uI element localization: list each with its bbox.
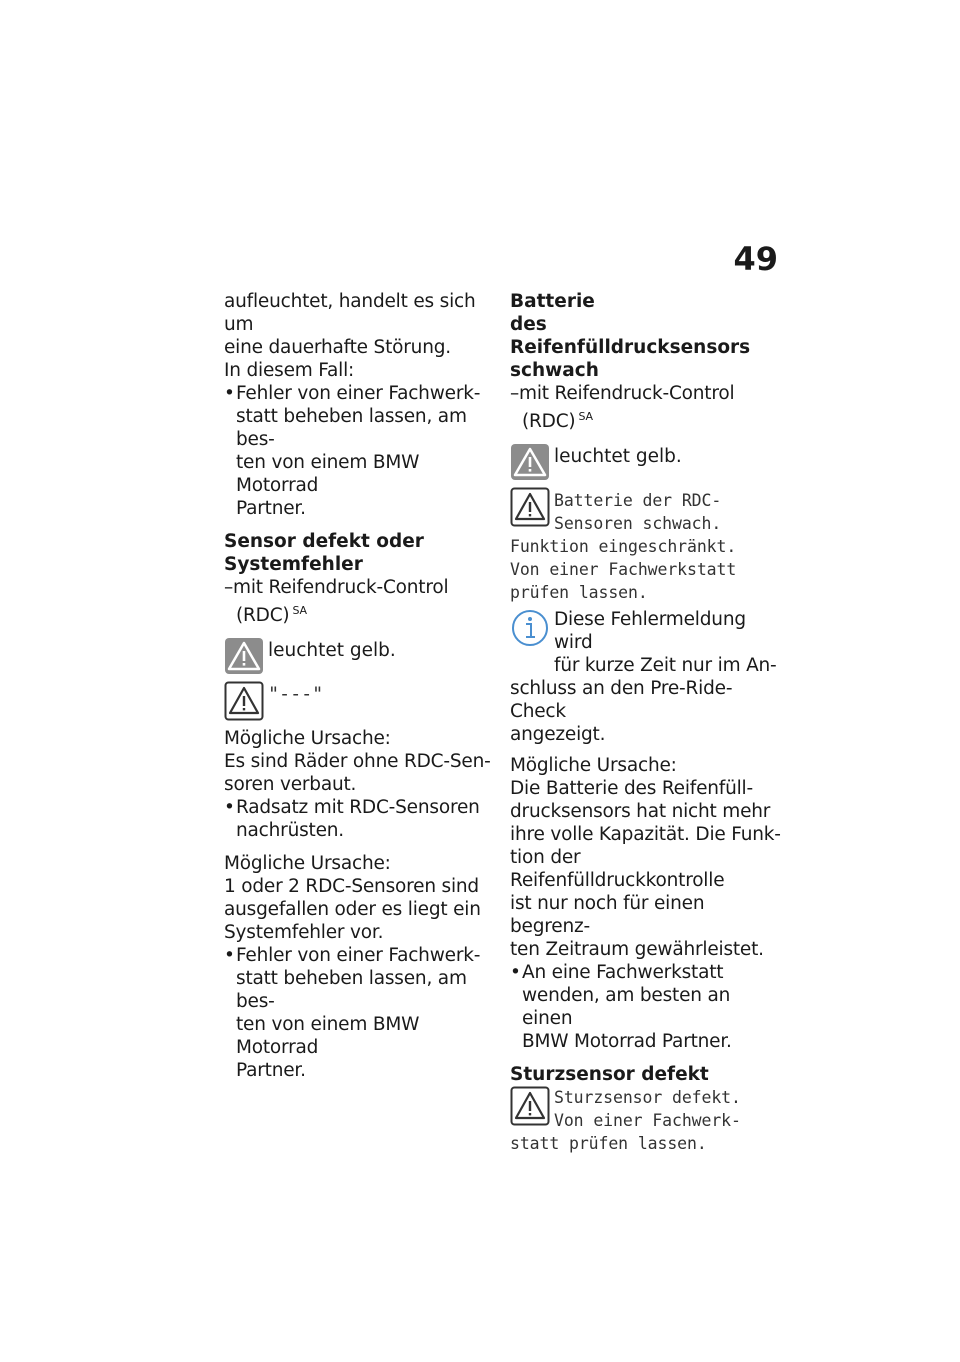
yellow-warning-row bbox=[224, 637, 494, 675]
display-line: Sturzsensor defekt. bbox=[554, 1088, 741, 1107]
rdc-condition: –mit Reifendruck-Control (RDC) $^{SA}$ bbox=[224, 577, 449, 626]
display-message bbox=[510, 1086, 782, 1155]
right-column bbox=[510, 290, 782, 1155]
display-line: Von einer Fachwerkstatt bbox=[510, 560, 737, 579]
rdc-condition: –mit Reifendruck-Control (RDC) $^{SA}$ bbox=[510, 383, 735, 432]
cause-text: ten Zeitraum gewährleistet. bbox=[510, 939, 764, 960]
cause-text: drucksensors hat nicht mehr bbox=[510, 801, 771, 822]
left-column bbox=[224, 290, 494, 1092]
intro-line: aufleuchtet, handelt es sich um bbox=[224, 291, 476, 335]
cause-label: Mögliche Ursache: bbox=[224, 853, 391, 874]
section-heading: Sensor defekt oder Systemfehler bbox=[224, 531, 424, 575]
intro-line: eine dauerhafte Störung. bbox=[224, 337, 451, 358]
cause-text: Die Batterie des Reifenfüll- bbox=[510, 778, 753, 799]
display-line: Von einer Fachwerk- bbox=[554, 1111, 741, 1130]
info-line: Diese Fehlermeldung wird bbox=[554, 609, 746, 653]
cause-label: Mögliche Ursache: bbox=[224, 728, 391, 749]
info-icon bbox=[510, 608, 550, 648]
cause-text: ist nur noch für einen begrenz- bbox=[510, 893, 705, 937]
display-row bbox=[224, 681, 494, 721]
info-note bbox=[510, 608, 782, 746]
section-heading: Batterie des Reifenfülldrucksensors schwach bbox=[510, 291, 751, 381]
cause-text: Es sind Räder ohne RDC-Sen- bbox=[224, 751, 491, 772]
yellow-text: leuchtet gelb. bbox=[554, 446, 682, 467]
cause-text: tion der Reifenfülldruckkontrolle bbox=[510, 847, 725, 891]
display-text: "---" bbox=[268, 684, 324, 705]
bullet-item: • Radsatz mit RDC-Sensoren nachrüsten. bbox=[224, 796, 494, 842]
display-line: Batterie der RDC- bbox=[554, 491, 722, 510]
cause-text: Systemfehler vor. bbox=[224, 922, 384, 943]
warning-filled-icon bbox=[510, 443, 550, 481]
warning-filled-icon bbox=[224, 637, 264, 675]
page-number: 49 bbox=[733, 240, 778, 278]
info-line: schluss an den Pre-Ride-Check bbox=[510, 678, 733, 722]
display-line: Funktion eingeschränkt. bbox=[510, 537, 737, 556]
cause-text: soren verbaut. bbox=[224, 774, 357, 795]
bullet-list bbox=[224, 382, 494, 520]
bullet-item: • Fehler von einer Fachwerk- statt beheben lassen, am bes- ten von einem BMW Motorrad Partner. bbox=[224, 382, 494, 520]
bullet-item: • Fehler von einer Fachwerk- statt beheben lassen, am bes- ten von einem BMW Motorrad Partner. bbox=[224, 944, 494, 1082]
display-message bbox=[510, 487, 782, 604]
display-line: statt prüfen lassen. bbox=[510, 1134, 707, 1153]
warning-outline-icon bbox=[510, 487, 550, 527]
bullet-list bbox=[224, 796, 494, 842]
cause-text: ihre volle Kapazität. Die Funk- bbox=[510, 824, 781, 845]
yellow-text: leuchtet gelb. bbox=[268, 640, 396, 661]
cause-text: 1 oder 2 RDC-Sensoren sind bbox=[224, 876, 479, 897]
yellow-warning-row bbox=[510, 443, 782, 481]
warning-outline-icon bbox=[224, 681, 264, 721]
cause-label: Mögliche Ursache: bbox=[510, 755, 677, 776]
display-line: Sensoren schwach. bbox=[554, 514, 722, 533]
bullet-item: • An eine Fachwerkstatt wenden, am besten an einen BMW Motorrad Partner. bbox=[510, 961, 782, 1053]
cause-text: ausgefallen oder es liegt ein bbox=[224, 899, 481, 920]
info-line: für kurze Zeit nur im An- bbox=[554, 655, 777, 676]
in-case-label: In diesem Fall: bbox=[224, 360, 355, 381]
section-heading: Sturzsensor defekt bbox=[510, 1064, 709, 1085]
display-line: prüfen lassen. bbox=[510, 583, 648, 602]
bullet-list bbox=[510, 961, 782, 1053]
warning-outline-icon bbox=[510, 1086, 550, 1126]
bullet-list bbox=[224, 944, 494, 1082]
info-line: angezeigt. bbox=[510, 724, 606, 745]
